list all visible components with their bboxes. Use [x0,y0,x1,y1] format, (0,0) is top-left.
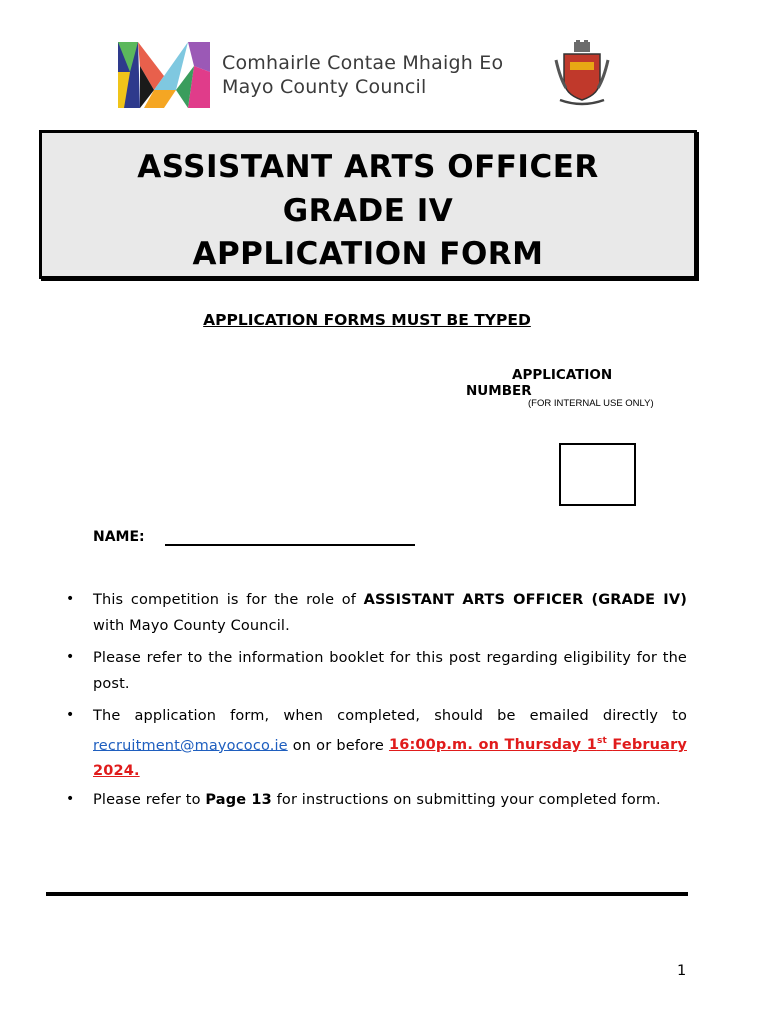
title-line-2: GRADE IV [282,193,454,229]
b1-role: ASSISTANT ARTS OFFICER (GRADE IV) [363,592,687,608]
bullet-icon: • [66,707,75,723]
deadline-date: 16:00p.m. on Thursday 1 [388,737,597,754]
typed-notice: APPLICATION FORMS MUST BE TYPED [203,311,531,329]
name-label: NAME: [93,529,145,545]
title-line-3: APPLICATION FORM [192,236,544,272]
bullet-icon: • [66,591,75,607]
b4-post: for instructions on submitting your completed form. [271,792,661,808]
application-number-label: APPLICATION [512,367,613,383]
title-box [39,130,697,279]
b1-post: with Mayo County Council. [93,617,290,634]
horizontal-rule [46,892,688,896]
application-number-label-2: NUMBER [466,383,532,399]
email-link[interactable]: recruitment@mayococo.ie [93,737,288,754]
application-number-box[interactable] [559,443,636,506]
coat-of-arms-icon [554,40,610,108]
bullet-paragraph-2: Please refer to the information booklet for this post regarding eligibility for the post. [93,650,687,692]
title-line-1: ASSISTANT ARTS OFFICER [137,149,599,185]
name-field[interactable] [165,544,415,546]
bullet-paragraph-3 [93,704,687,784]
b3-pre: The application form, when completed, should be emailed directly to [93,708,687,724]
b4-page: Page 13 [205,792,272,808]
bullet-paragraph-4 [93,788,687,814]
b1-pre: This competition is for the role of [93,592,364,608]
bullet-paragraph-1 [93,588,687,639]
bullet-icon: • [66,649,75,665]
bullet-icon: • [66,791,75,807]
council-name-irish: Comhairle Contae Mhaigh Eo [222,52,504,74]
b3-mid: on or before [287,737,389,754]
mayo-m-logo [118,42,210,108]
internal-use-note: (FOR INTERNAL USE ONLY) [528,398,654,409]
b4-pre: Please refer to [93,792,206,808]
council-name-english: Mayo County Council [222,76,427,98]
deadline-sup: st [596,736,607,747]
deadline-month: February 2024. [93,737,687,779]
page-number: 1 [677,963,687,979]
